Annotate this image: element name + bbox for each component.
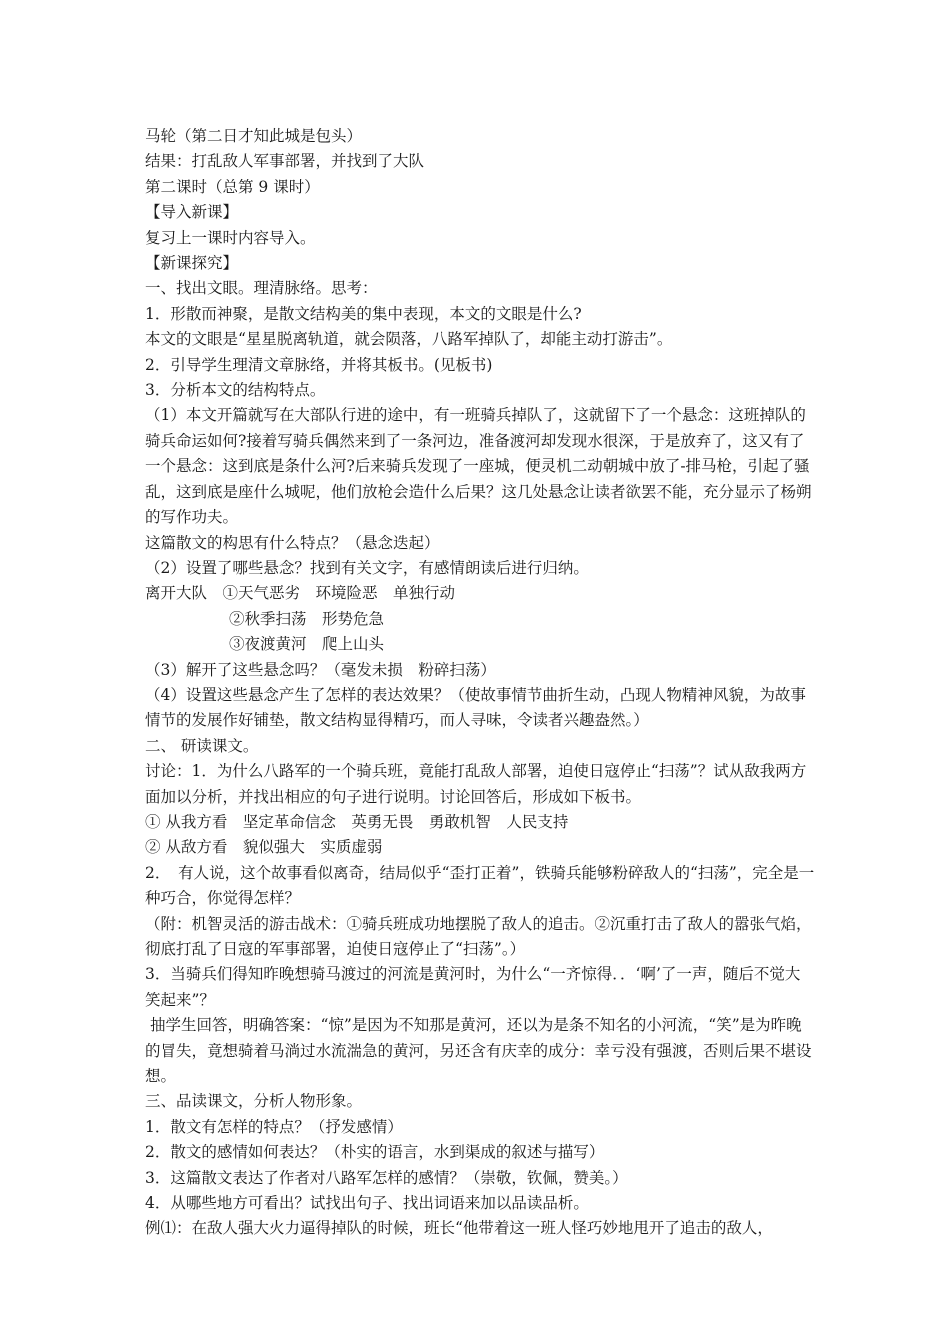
section-heading: 三、品读课文，分析人物形象。 bbox=[145, 1092, 363, 1111]
section-heading: 二、 研读课文。 bbox=[145, 736, 259, 755]
text-line: ② 从敌方看 貌似强大 实质虚弱 bbox=[145, 838, 383, 857]
document-body bbox=[145, 124, 815, 1242]
text-line: 复习上一课时内容导入。 bbox=[145, 228, 316, 247]
paragraph: 讨论：1．为什么八路军的一个骑兵班，竟能打乱敌人部署，迫使日寇停止“扫荡”？试从敌我两方面加以分析，并找出相应的句子进行说明。讨论回答后，形成如下板书。 bbox=[145, 762, 807, 806]
text-line: （2）设置了哪些悬念？找到有关文字，有感情朗读后进行归纳。 bbox=[145, 558, 589, 577]
lesson-heading: 第二课时（总第 9 课时） bbox=[145, 177, 320, 196]
text-line: 4．从哪些地方可看出？试找出句子、找出词语来加以品读品析。 bbox=[145, 1194, 589, 1213]
text-line: ③夜渡黄河 爬上山头 bbox=[229, 635, 385, 654]
paragraph: （1）本文开篇就写在大部队行进的途中，有一班骑兵掉队了，这就留下了一个悬念：这班掉队的骑兵命运如何?接着写骑兵偶然来到了一条河边，准备渡河却发现水很深，于是放弃了，这又有了一个悬念：这到底是条什么河?后来骑兵发现了一座城，便灵机二动朝城中放了-排马枪，引起了骚乱，这到底是座什么城呢，他们放枪会造什么后果？这几处悬念让读者欲罢不能，充分显示了杨朔的写作功夫。 bbox=[145, 406, 812, 527]
text-line: 例⑴：在敌人强大火力逼得掉队的时候，班长“他带着这一班人怪巧妙地甩开了追击的敌人， bbox=[145, 1219, 773, 1238]
text-line: 1．散文有怎样的特点？（抒发感情） bbox=[145, 1117, 403, 1136]
text-line: 2．引导学生理清文章脉络，并将其板书。(见板书) bbox=[145, 355, 493, 374]
text-line: 本文的文眼是“星星脱离轨道，就会陨落，八路军掉队了，却能主动打游击”。 bbox=[145, 330, 673, 349]
text-line: 3．这篇散文表达了作者对八路军怎样的感情？（崇敬，钦佩，赞美。） bbox=[145, 1168, 628, 1187]
paragraph: （附：机智灵活的游击战术：①骑兵班成功地摆脱了敌人的追击。②沉重打击了敌人的嚣张气焰，彻底打乱了日寇的军事部署，迫使日寇停止了“扫荡”。） bbox=[145, 914, 812, 958]
text-line: 3．分析本文的结构特点。 bbox=[145, 381, 326, 400]
text-line: 1．形散而神聚，是散文结构美的集中表现，本文的文眼是什么? bbox=[145, 304, 582, 323]
text-line: 这篇散文的构思有什么特点？（悬念迭起） bbox=[145, 533, 440, 552]
text-line: 一、找出文眼。理清脉络。思考： bbox=[145, 279, 378, 298]
section-heading: 【导入新课】 bbox=[145, 203, 239, 222]
text-line: ① 从我方看 坚定革命信念 英勇无畏 勇敢机智 人民支持 bbox=[145, 812, 569, 831]
text-line: 结果：打乱敌人军事部署，并找到了大队 bbox=[145, 152, 425, 171]
paragraph: 3．当骑兵们得知昨晚想骑马渡过的河流是黄河时，为什么“一齐惊得．．‘啊’了一声，随后不觉大笑起来”？ bbox=[145, 965, 801, 1009]
text-line: 马轮（第二日才知此城是包头） bbox=[145, 127, 363, 145]
text-line: 离开大队 ①天气恶劣 环境险恶 单独行动 bbox=[145, 584, 456, 603]
section-heading: 【新课探究】 bbox=[145, 254, 239, 273]
paragraph: 2． 有人说，这个故事看似离奇，结局似乎“歪打正着”，铁骑兵能够粉碎敌人的“扫荡”，完全是一种巧合，你觉得怎样？ bbox=[145, 863, 815, 908]
paragraph: 抽学生回答，明确答案：“惊”是因为不知那是黄河，还以为是条不知名的小河流，“笑”是为昨晚的冒失，竟想骑着马淌过水流湍急的黄河，另还含有庆幸的成分：幸亏没有强渡，否则后果不堪设想。 bbox=[145, 1016, 812, 1086]
text-line: （3）解开了这些悬念吗？（毫发未损 粉碎扫荡） bbox=[145, 660, 496, 679]
paragraph: （4）设置这些悬念产生了怎样的表达效果？（使故事情节曲折生动，凸现人物精神风貌，为故事情节的发展作好铺垫，散文结构显得精巧，而人寻味，令读者兴趣盎然。） bbox=[145, 685, 806, 730]
text-line: 2．散文的感情如何表达？（朴实的语言，水到渠成的叙述与描写） bbox=[145, 1143, 605, 1162]
text-line: ②秋季扫荡 形势危急 bbox=[229, 609, 385, 628]
